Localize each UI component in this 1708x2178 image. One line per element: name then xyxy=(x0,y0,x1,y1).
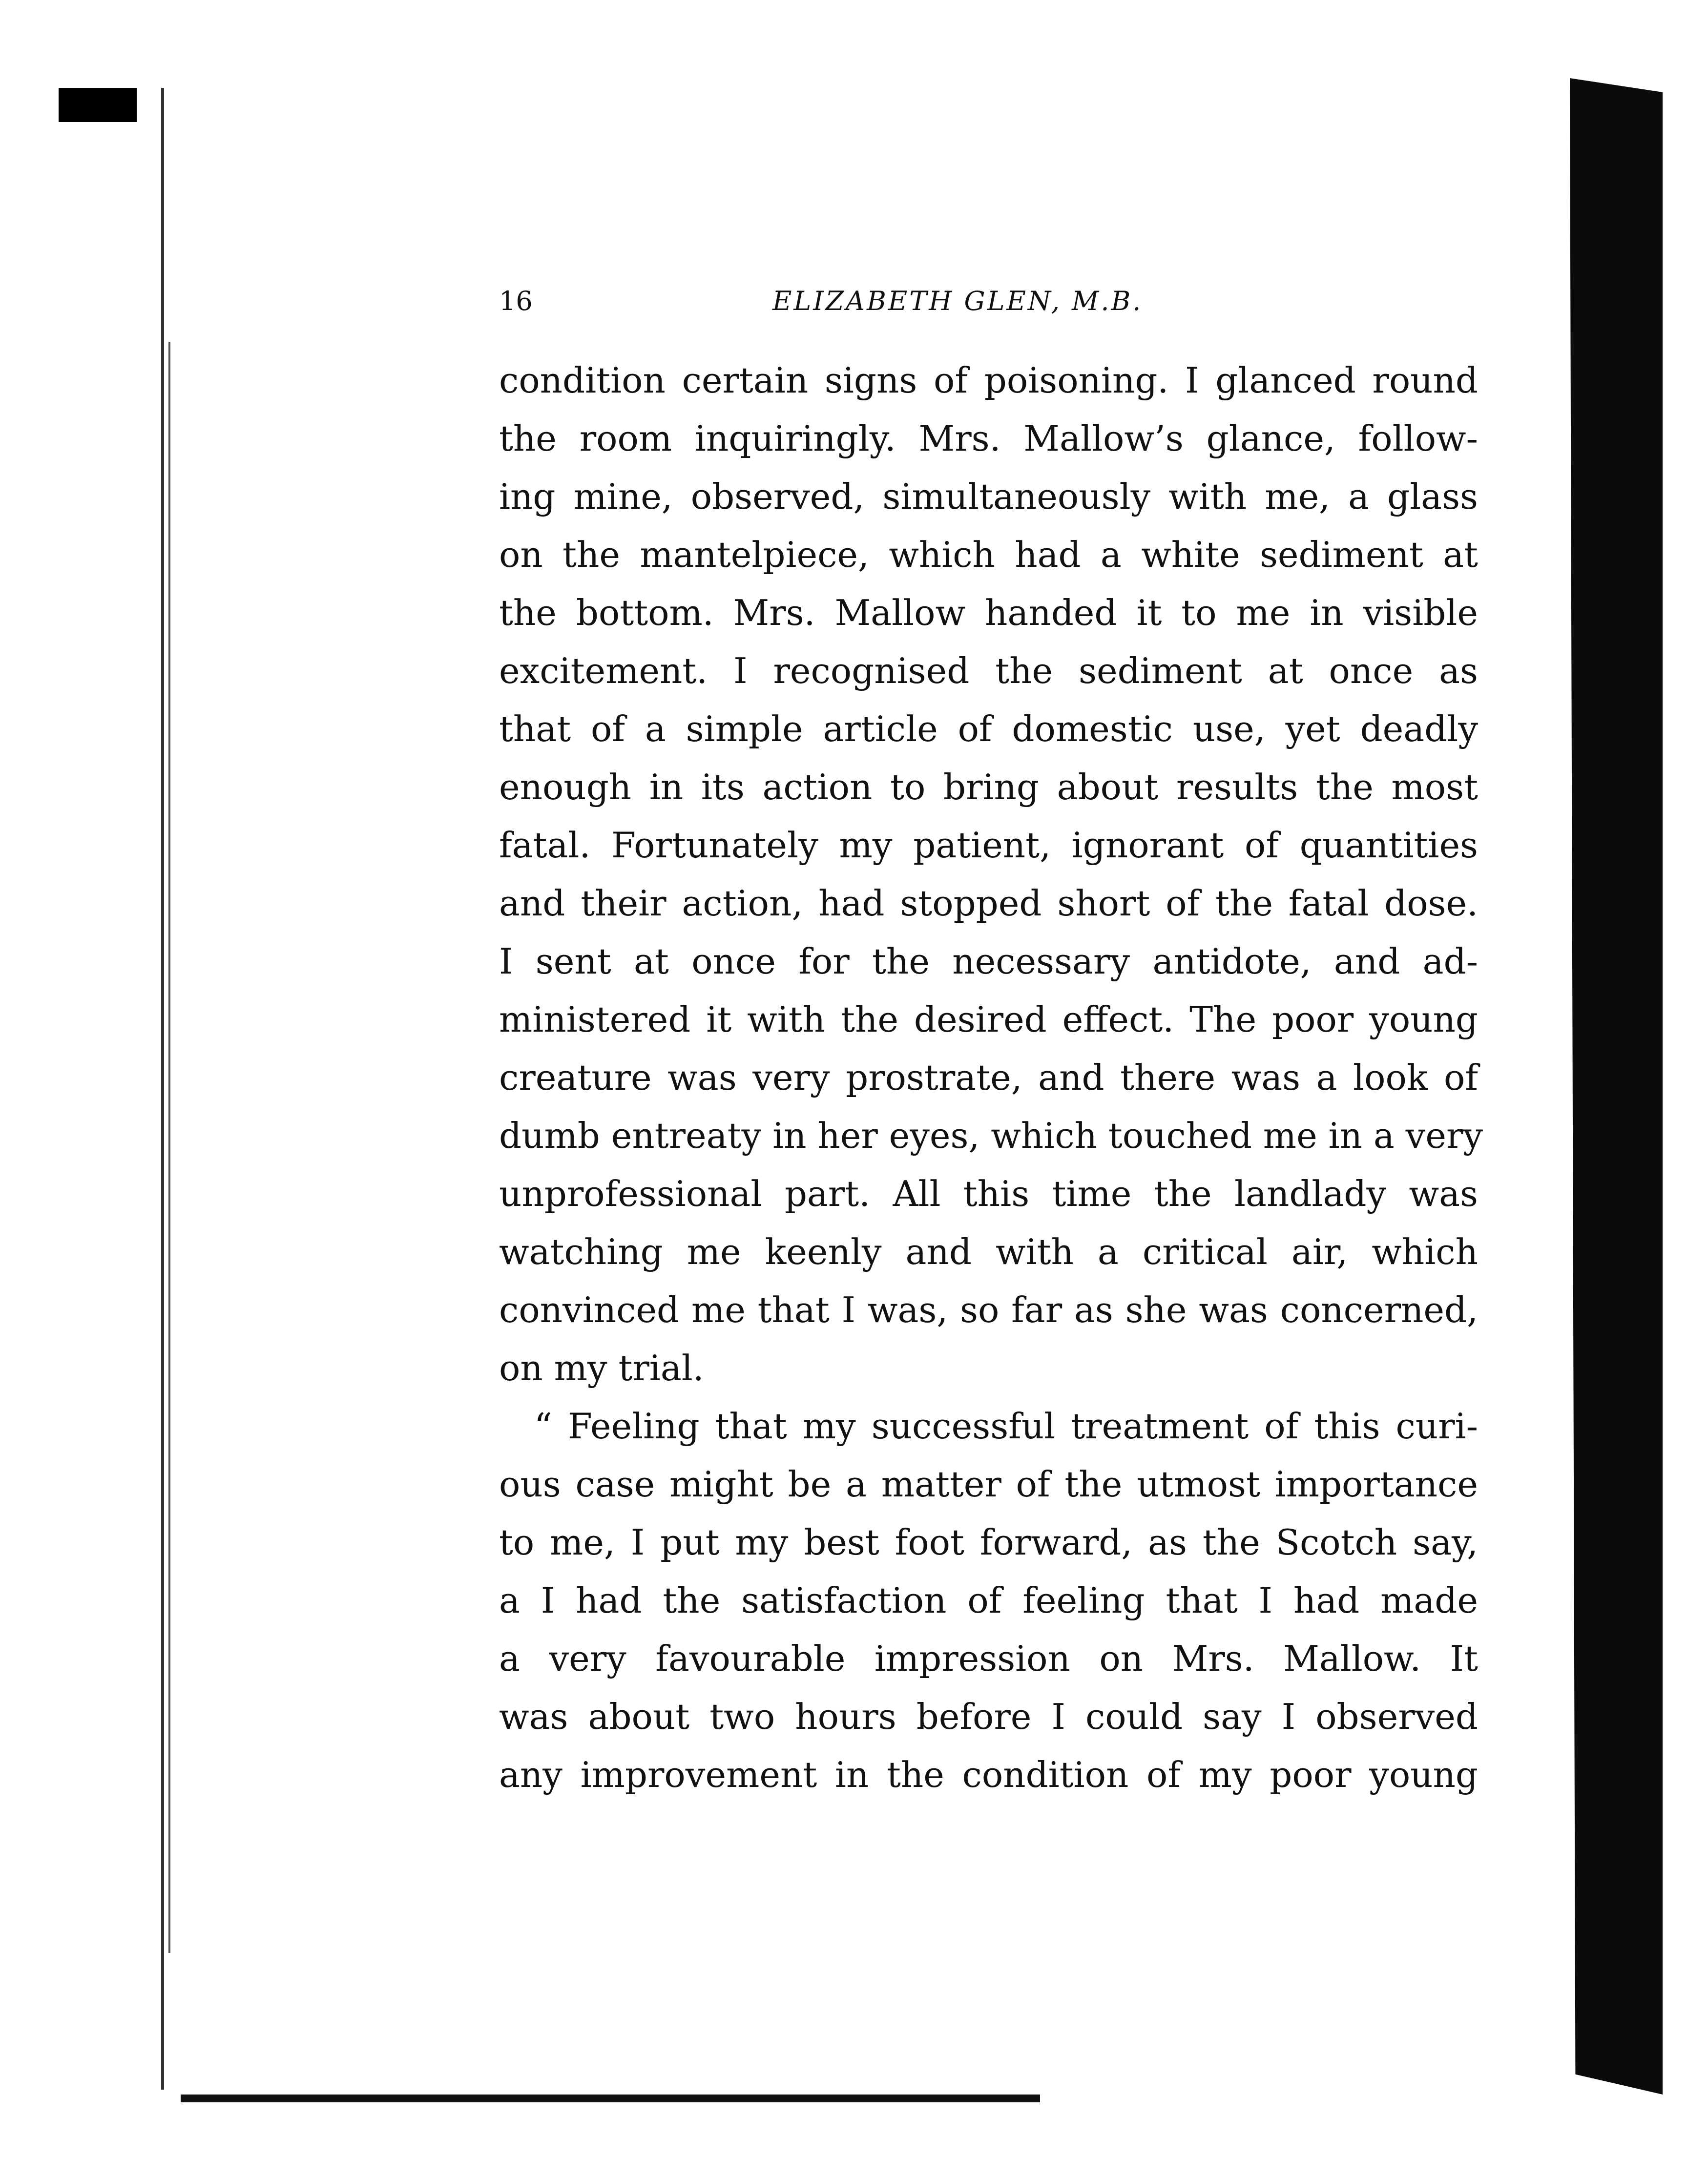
body-text xyxy=(499,352,1483,1804)
text-line: creature was very prostrate, and there was a look of xyxy=(499,1057,1478,1098)
text-line: condition certain signs of poisoning. I glanced round xyxy=(499,360,1478,401)
text-line: fatal. Fortunately my patient, ignorant of quantities xyxy=(499,825,1478,866)
text-line: “ Feeling that my successful treatment of this curi- xyxy=(534,1406,1478,1447)
text-line: I sent at once for the necessary antidote, and ad- xyxy=(499,941,1478,982)
binding-shadow-line xyxy=(161,88,164,2090)
text-line: enough in its action to bring about results the most xyxy=(499,767,1478,808)
text-line: convinced me that I was, so far as she was concerned, xyxy=(499,1289,1478,1330)
text-line: that of a simple article of domestic use, yet deadly xyxy=(499,708,1478,749)
text-line: was about two hours before I could say I observed xyxy=(499,1696,1478,1737)
running-head: ELIZABETH GLEN, M.B. xyxy=(772,286,1143,316)
page-header xyxy=(499,279,1476,323)
text-line: the room inquiringly. Mrs. Mallow’s glance, follow- xyxy=(499,418,1478,459)
text-line: on the mantelpiece, which had a white sediment at xyxy=(499,534,1478,575)
text-line: ing mine, observed, simultaneously with me, a glass xyxy=(499,476,1478,517)
text-line: ous case might be a matter of the utmost importance xyxy=(499,1464,1478,1505)
scan-bottom-edge xyxy=(181,2095,1040,2102)
scan-page-edge-shadow xyxy=(1570,78,1663,2095)
text-line: dumb entreaty in her eyes, which touched me in a very xyxy=(499,1115,1483,1156)
text-line: and their action, had stopped short of the fatal dose. xyxy=(499,883,1478,924)
text-line: any improvement in the condition of my poor young xyxy=(499,1754,1478,1795)
scan-edge-mark xyxy=(59,88,137,122)
text-line: a very favourable impression on Mrs. Mallow. It xyxy=(499,1638,1478,1679)
text-line: ministered it with the desired effect. The poor young xyxy=(499,999,1478,1040)
page-number: 16 xyxy=(499,286,533,316)
text-line: to me, I put my best foot forward, as the Scotch say, xyxy=(499,1522,1478,1563)
text-line: the bottom. Mrs. Mallow handed it to me in visible xyxy=(499,592,1478,633)
text-line: excitement. I recognised the sediment at once as xyxy=(499,650,1478,691)
text-line: watching me keenly and with a critical air, which xyxy=(499,1231,1478,1272)
text-line: a I had the satisfaction of feeling that I had made xyxy=(499,1580,1478,1621)
binding-shadow-line-inner xyxy=(168,342,170,1953)
text-line: unprofessional part. All this time the landlady was xyxy=(499,1173,1478,1214)
text-line: on my trial. xyxy=(499,1348,704,1389)
